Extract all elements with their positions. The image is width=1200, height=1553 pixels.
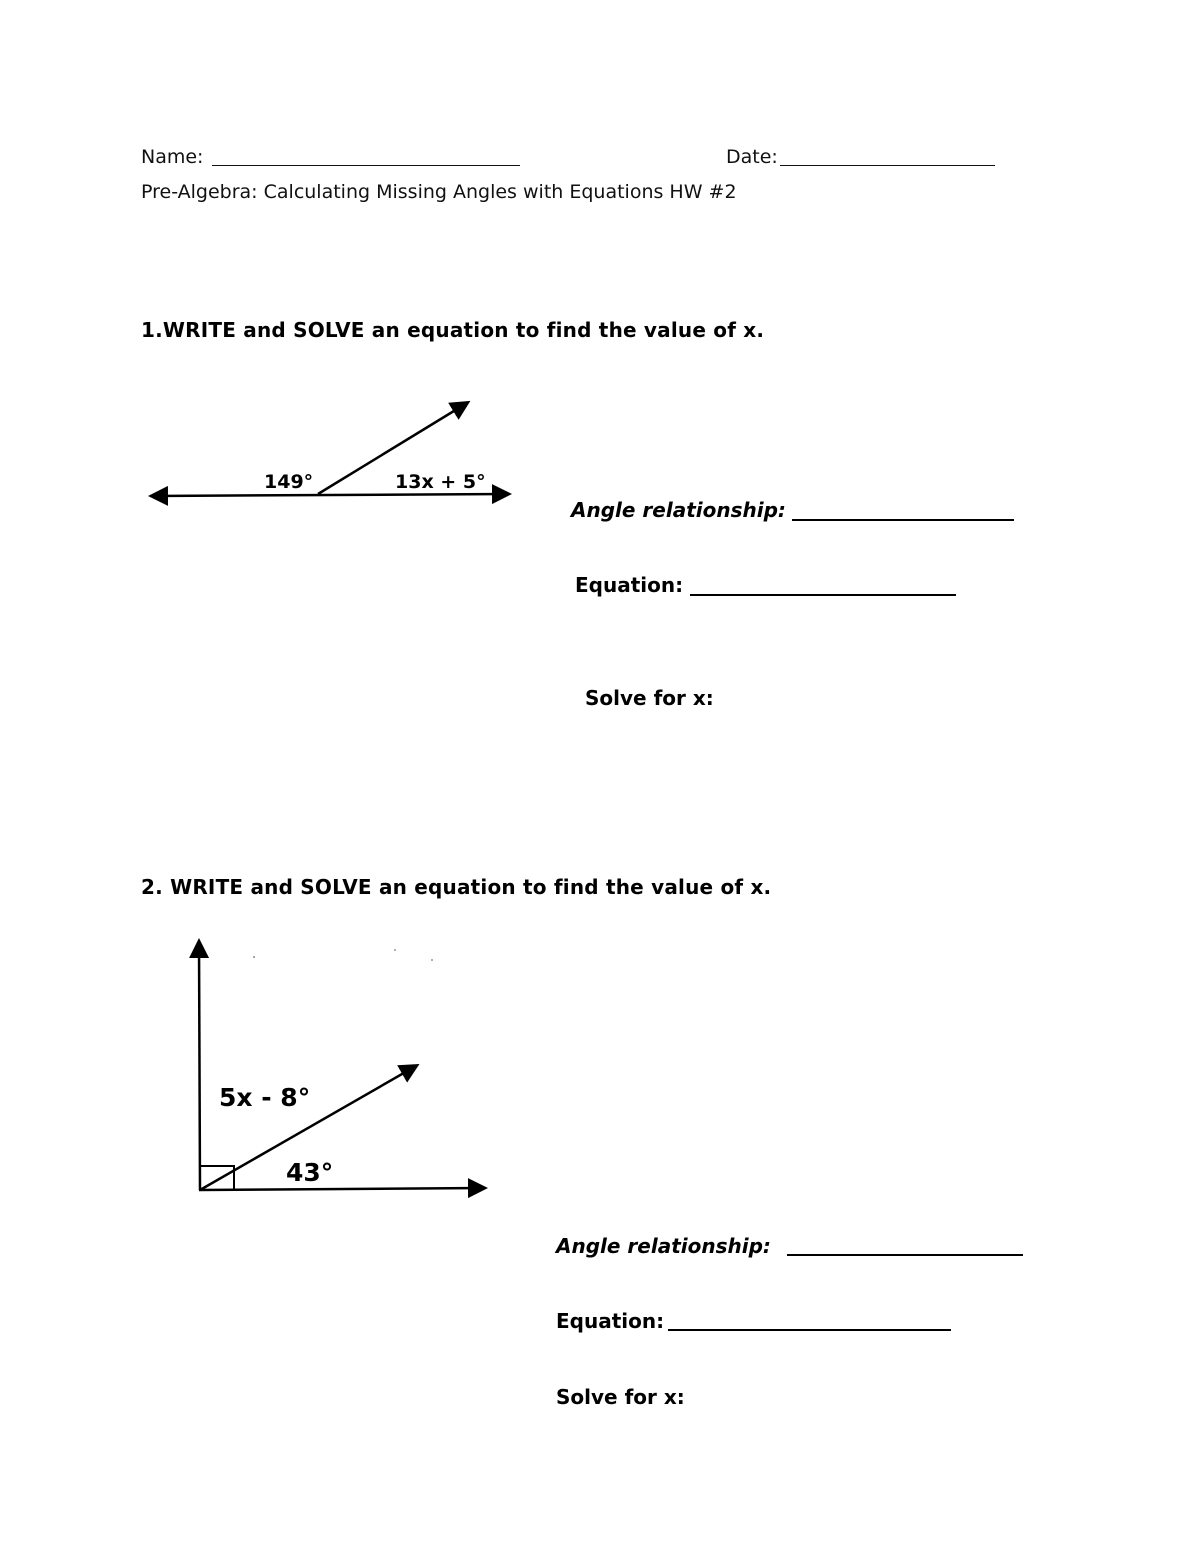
problem-1-solve-label: Solve for x: [585,686,714,710]
problem-2-angle-relationship-blank[interactable] [787,1254,1023,1256]
date-label: Date: [726,146,778,168]
worksheet-subtitle: Pre-Algebra: Calculating Missing Angles with Equations HW #2 [141,181,737,203]
problem-2-equation-label: Equation: [556,1309,665,1333]
problem-1-prompt: 1.WRITE and SOLVE an equation to find the value of x. [141,318,765,342]
angle-label-top: 5x - 8° [219,1083,311,1112]
horizontal-ray [199,1188,484,1190]
problem-2-solve-label: Solve for x: [556,1385,685,1409]
vertical-ray [199,942,200,1190]
angle-label-left: 149° [264,471,314,493]
problem-2-prompt: 2. WRITE and SOLVE an equation to find the value of x. [141,875,772,899]
problem-2-angle-relationship-label: Angle relationship: [556,1234,771,1258]
name-label: Name: [141,146,204,168]
scan-speck [253,956,255,958]
scan-speck [431,959,433,961]
problem-1-angle-relationship-label: Angle relationship: [571,498,786,522]
angle-label-bottom: 43° [286,1158,334,1187]
problem-2-equation-blank[interactable] [668,1329,951,1331]
scan-speck [394,949,396,951]
problem-1-equation-label: Equation: [575,573,684,597]
angle-label-right: 13x + 5° [395,471,486,493]
